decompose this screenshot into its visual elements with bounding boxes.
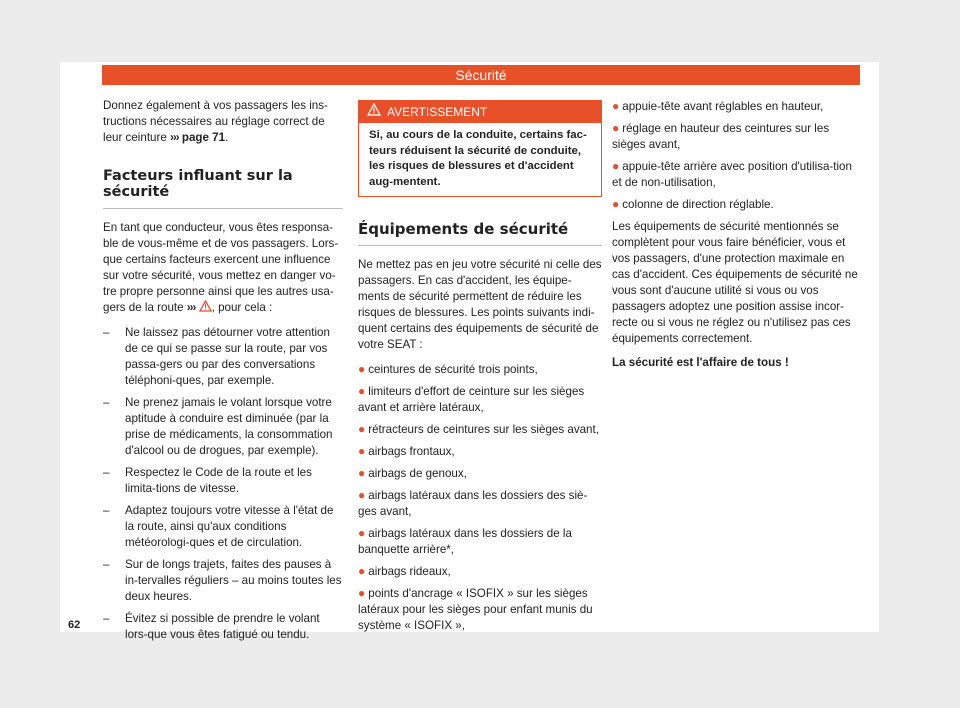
list-item (358, 465, 602, 482)
list-dash: – (103, 612, 110, 625)
list-item (612, 196, 858, 213)
list-dash: – (103, 466, 110, 479)
section-heading-equipment: Équipements de sécurité (358, 217, 602, 246)
warning-header (359, 101, 601, 123)
list-item-text: airbags latéraux dans les dossiers des siè-ges avant, (358, 489, 588, 518)
equipment-list-continued (612, 98, 858, 213)
dot-icon: ● (612, 121, 620, 135)
list-item (103, 557, 343, 605)
list-item-text: appuie-tête avant réglables en hauteur, (622, 100, 824, 113)
intro-end: . (225, 131, 229, 144)
list-dash: – (103, 326, 110, 339)
list-item (358, 487, 602, 520)
list-item-text: Ne laissez pas détourner votre attention de ce qui se passe sur la route, par vos passa-gers ou par des conversations téléphoni-ques, par exemple. (125, 326, 330, 387)
list-item-text: Ne prenez jamais le volant lorsque votre aptitude à conduire est diminuée (par la prise de médicaments, la consommation d'alcool ou de drogues, par exemple). (125, 396, 333, 457)
warning-box (358, 100, 602, 197)
list-item-text: airbags frontaux, (368, 445, 455, 458)
list-item (612, 120, 858, 153)
dot-icon: ● (358, 466, 366, 480)
list-dash: – (103, 558, 110, 571)
list-dash: – (103, 396, 110, 409)
cross-reference-chevron: ››› (170, 131, 179, 144)
list-item (103, 325, 343, 389)
dot-icon: ● (358, 564, 366, 578)
closing-statement: La sécurité est l'affaire de tous ! (612, 356, 789, 369)
equipment-paragraph: Ne mettez pas en jeu votre sécurité ni celle des passagers. En cas d'accident, les équipe-ments de sécurité permettent de réduire les risques de blessures. Les points suivants indi-quent certains des équipements de sécurité de votre SEAT : (358, 258, 602, 351)
list-item (612, 158, 858, 191)
summary-paragraph: Les équipements de sécurité mentionnés se complètent pour vous faire bénéficier, vous et vos passagers, d'une protection maximale en cas d'accident. Ces équipements de sécurité ne vous sont d'aucune utilité si vous ou vos passagers adoptez une position assise incor-recte ou si vous ne réglez ou n'utilisez pas ces équipements correctement. (612, 220, 858, 345)
equipment-list (358, 361, 602, 634)
column-1 (103, 98, 343, 649)
intro-text: Donnez également à vos passagers les ins-tructions nécessaires au réglage correct de leur ceinture (103, 99, 328, 144)
column-3 (612, 98, 858, 379)
list-item (358, 421, 602, 438)
list-item-text: points d'ancrage « ISOFIX » sur les sièges latéraux pour les sièges pour enfant munis du système « ISOFIX », (358, 587, 593, 632)
list-item-text: limiteurs d'effort de ceinture sur les sièges avant et arrière latéraux, (358, 385, 585, 414)
list-item (358, 525, 602, 558)
dot-icon: ● (358, 586, 366, 600)
list-item (103, 503, 343, 551)
warning-triangle-icon[interactable] (199, 300, 212, 317)
page-reference[interactable]: page 71 (181, 131, 226, 144)
factors-text: En tant que conducteur, vous êtes responsa-ble de vous-même et de vos passagers. Lors-que certains facteurs exercent une influence sur votre sécurité, vous mettez en danger vo-tre propre personne ainsi que les autres usa-gers de la route (103, 221, 339, 314)
dot-icon: ● (358, 526, 366, 540)
list-item (103, 465, 343, 497)
section-header: Sécurité (102, 65, 860, 85)
list-item (358, 585, 602, 634)
dot-icon: ● (612, 99, 620, 113)
warning-title: AVERTISSEMENT (387, 105, 488, 119)
dot-icon: ● (612, 197, 620, 211)
column-2 (358, 100, 602, 640)
list-item (358, 361, 602, 378)
dot-icon: ● (358, 444, 366, 458)
dot-icon: ● (612, 159, 620, 173)
safety-tips-list (103, 325, 343, 643)
list-item-text: ceintures de sécurité trois points, (368, 363, 538, 376)
warning-triangle-icon (367, 101, 381, 123)
list-item-text: airbags latéraux dans les dossiers de la banquette arrière*, (358, 527, 572, 556)
list-dash: – (103, 504, 110, 517)
list-item-text: colonne de direction réglable. (622, 198, 774, 211)
page-number: 62 (68, 619, 81, 631)
list-item-text: rétracteurs de ceintures sur les sièges avant, (368, 423, 599, 436)
list-item (103, 611, 343, 643)
cross-reference-chevron: ››› (186, 301, 196, 314)
list-item (358, 443, 602, 460)
list-item (612, 98, 858, 115)
warning-text: Si, au cours de la conduite, certains fac-teurs réduisent la sécurité de conduite, les risques de blessures et d'accident aug-mentent. (369, 129, 587, 188)
list-item (358, 383, 602, 416)
intro-paragraph (103, 98, 343, 146)
dot-icon: ● (358, 488, 366, 502)
list-item-text: Adaptez toujours votre vitesse à l'état de la route, ainsi qu'aux conditions météorologi-ques et de circulation. (125, 504, 334, 549)
dot-icon: ● (358, 384, 366, 398)
list-item-text: airbags de genoux, (368, 467, 467, 480)
section-heading-factors: Facteurs influant sur la sécurité (103, 164, 343, 209)
dot-icon: ● (358, 362, 366, 376)
list-item-text: réglage en hauteur des ceintures sur les sièges avant, (612, 122, 830, 151)
list-item-text: Sur de longs trajets, faites des pauses à in-tervalles réguliers – au moins toutes les deux heures. (125, 558, 342, 603)
factors-end: , pour cela : (211, 301, 273, 314)
list-item-text: Évitez si possible de prendre le volant lors-que vous êtes fatigué ou tendu. (125, 612, 320, 641)
list-item (103, 395, 343, 459)
list-item-text: appuie-tête arrière avec position d'utilisa-tion et de non-utilisation, (612, 160, 852, 189)
list-item-text: airbags rideaux, (368, 565, 451, 578)
dot-icon: ● (358, 422, 366, 436)
list-item-text: Respectez le Code de la route et les limita-tions de vitesse. (125, 466, 312, 495)
list-item (358, 563, 602, 580)
factors-paragraph (103, 220, 343, 317)
